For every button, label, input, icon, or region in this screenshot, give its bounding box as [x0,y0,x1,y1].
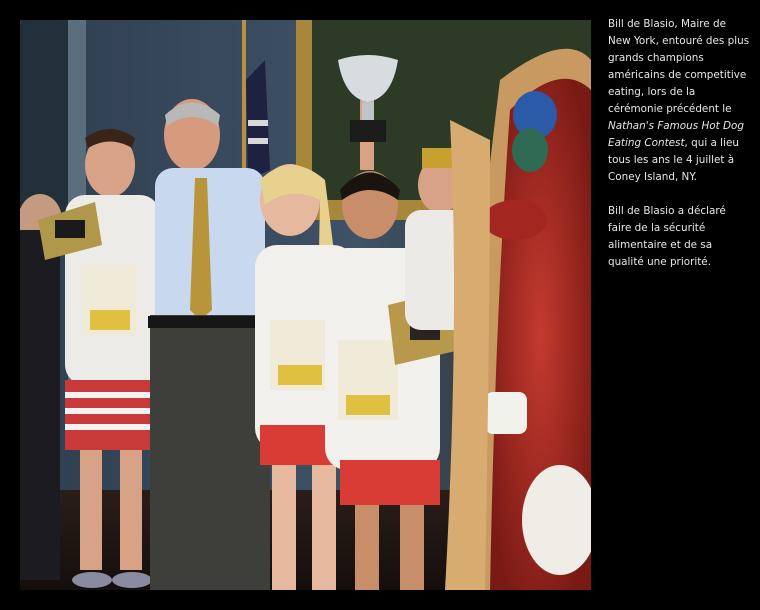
caption [608,16,750,288]
photo-illustration [20,20,591,590]
caption-event-name: Nathan's Famous Hot Dog Eating Contest [608,120,744,149]
photograph [20,20,591,590]
caption-paragraph-1 [608,16,750,186]
caption-text-after: , qui a lieu tous les ans le 4 juillet à Coney Island, NY. [608,137,739,183]
caption-paragraph-2: Bill de Blasio a déclaré faire de la sécurité alimentaire et de sa qualité une priorité. [608,205,726,268]
caption-text-before: Bill de Blasio, Maire de New York, entouré des plus grands champions américains de competitive eating, lors de la cérémonie précédent le [608,18,750,115]
